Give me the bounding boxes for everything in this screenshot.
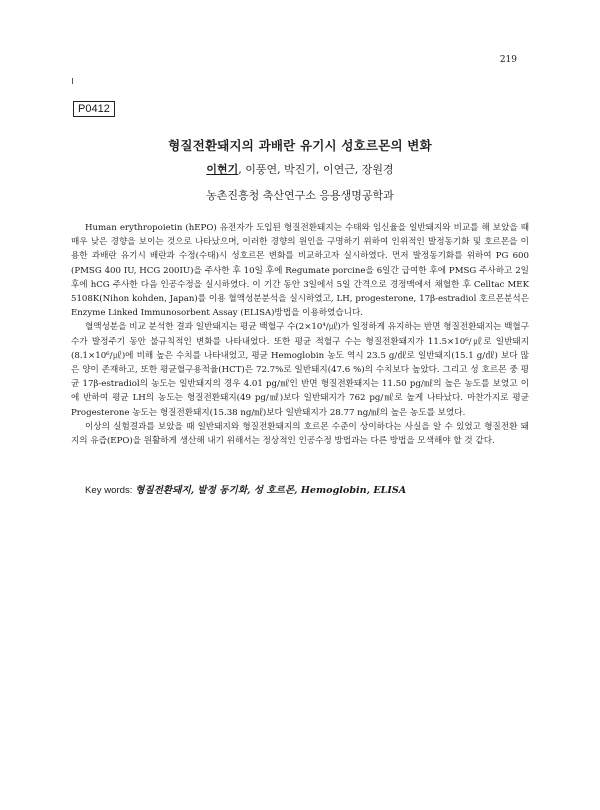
keywords-label: Key words: [85, 485, 136, 496]
paper-title: 형질전환돼지의 과배란 유기시 성호르몬의 변화 [168, 138, 432, 153]
first-author: 이현기 [206, 163, 239, 176]
corner-mark [72, 78, 73, 84]
author-list [0, 161, 600, 177]
abstract-paragraph-2: 혈액성분을 비교 분석한 결과 일반돼지는 평균 백혈구 수(2×10⁴/㎕)가 일정하게 유지하는 반면 형질전환돼지는 백혈구 수가 발정주기 동안 불규칙적인 변화를 나타내었다. 또한 평균 적혈구 수는 형질전환돼지가 11.5×10⁶/㎕로 일반돼지(8.1×10⁶/㎕)에 비해 높은 수치를 나타내었고, 평균 Hemoglobin 농도 역시 23.5 g/㎗로 일반돼지(15.1 g/㎗) 보다 많은 양이 존재하고, 또한 평균혈구용적율(HCT)은 72.7%로 일반돼지(47.6 %)의 수치보다 높았다. 그리고 성 호르몬 중 평균 17β-estradiol의 농도는 일반돼지의 경우 4.01 pg/㎖인 반면 형질전환돼지는 11.50 pg/㎖의 높은 농도를 보였고 이에 반하여 평균 LH의 농도는 형질전환돼지(49 pg/㎖)보다 일반돼지가 762 pg/㎖로 높게 나타났다. 마찬가지로 평균 Progesterone 농도는 형질전환돼지(15.38 ng/㎖)보다 일반돼지가 28.77 ng/㎖의 높은 농도를 보였다. [71, 322, 529, 418]
affiliation: 농촌진흥청 축산연구소 응용생명공학과 [206, 189, 394, 202]
abstract-paragraph-1: Human erythropoietin (hEPO) 유전자가 도입된 형질전환돼지는 수태와 임신율을 일반돼지와 비교를 해 보았을 때 매우 낮은 경향을 보이는 것으로 나타났으며, 이러한 경향의 원인을 구명하기 위하여 인위적인 발정동기화 및 호르몬을 이용한 과배란 유기시 배란과 수정(수태)시 성호르몬 변화를 비교하고자 실시하였다. 먼저 발정동기화를 위하여 PG 600 (PMSG 400 IU, HCG 200IU)을 주사한 후 10일 후에 Regumate porcine을 6일간 급여한 후에 PMSG 주사하고 2일 후에 hCG 주사한 다음 인공수정을 실시하였다. 이 기간 동안 3일에서 5일 간격으로 경정맥에서 채혈한 후 Celltac MEK 5108K(Nihon kohden, Japan)를 이용 혈액성분분석을 실시하였고, LH, progesterone, 17β-estradiol 호르몬분석은 Enzyme Linked Immunosorbent Assay (ELISA)방법을 이용하였습니다. [71, 223, 529, 319]
abstract-code-box: P0412 [73, 101, 115, 117]
abstract-paragraph-3: 이상의 실험결과를 보았을 때 일반돼지와 형질전환돼지의 호르몬 수준이 상이하다는 사실을 알 수 있었고 형질전환 돼지의 유즙(EPO)을 원활하게 생산해 내기 위해서는 정상적인 인공수정 방법과는 다른 방법을 모색해야 할 것 같다. [71, 421, 529, 447]
keywords-terms: 형질전환돼지, 발정 동기화, 성 호르몬, Hemoglobin, ELISA [135, 485, 407, 496]
keywords-line [71, 482, 529, 496]
page-number: 219 [499, 55, 517, 65]
co-authors: , 이풍연, 박진기, 이연근, 장원경 [238, 163, 394, 176]
abstract-body [71, 221, 529, 448]
